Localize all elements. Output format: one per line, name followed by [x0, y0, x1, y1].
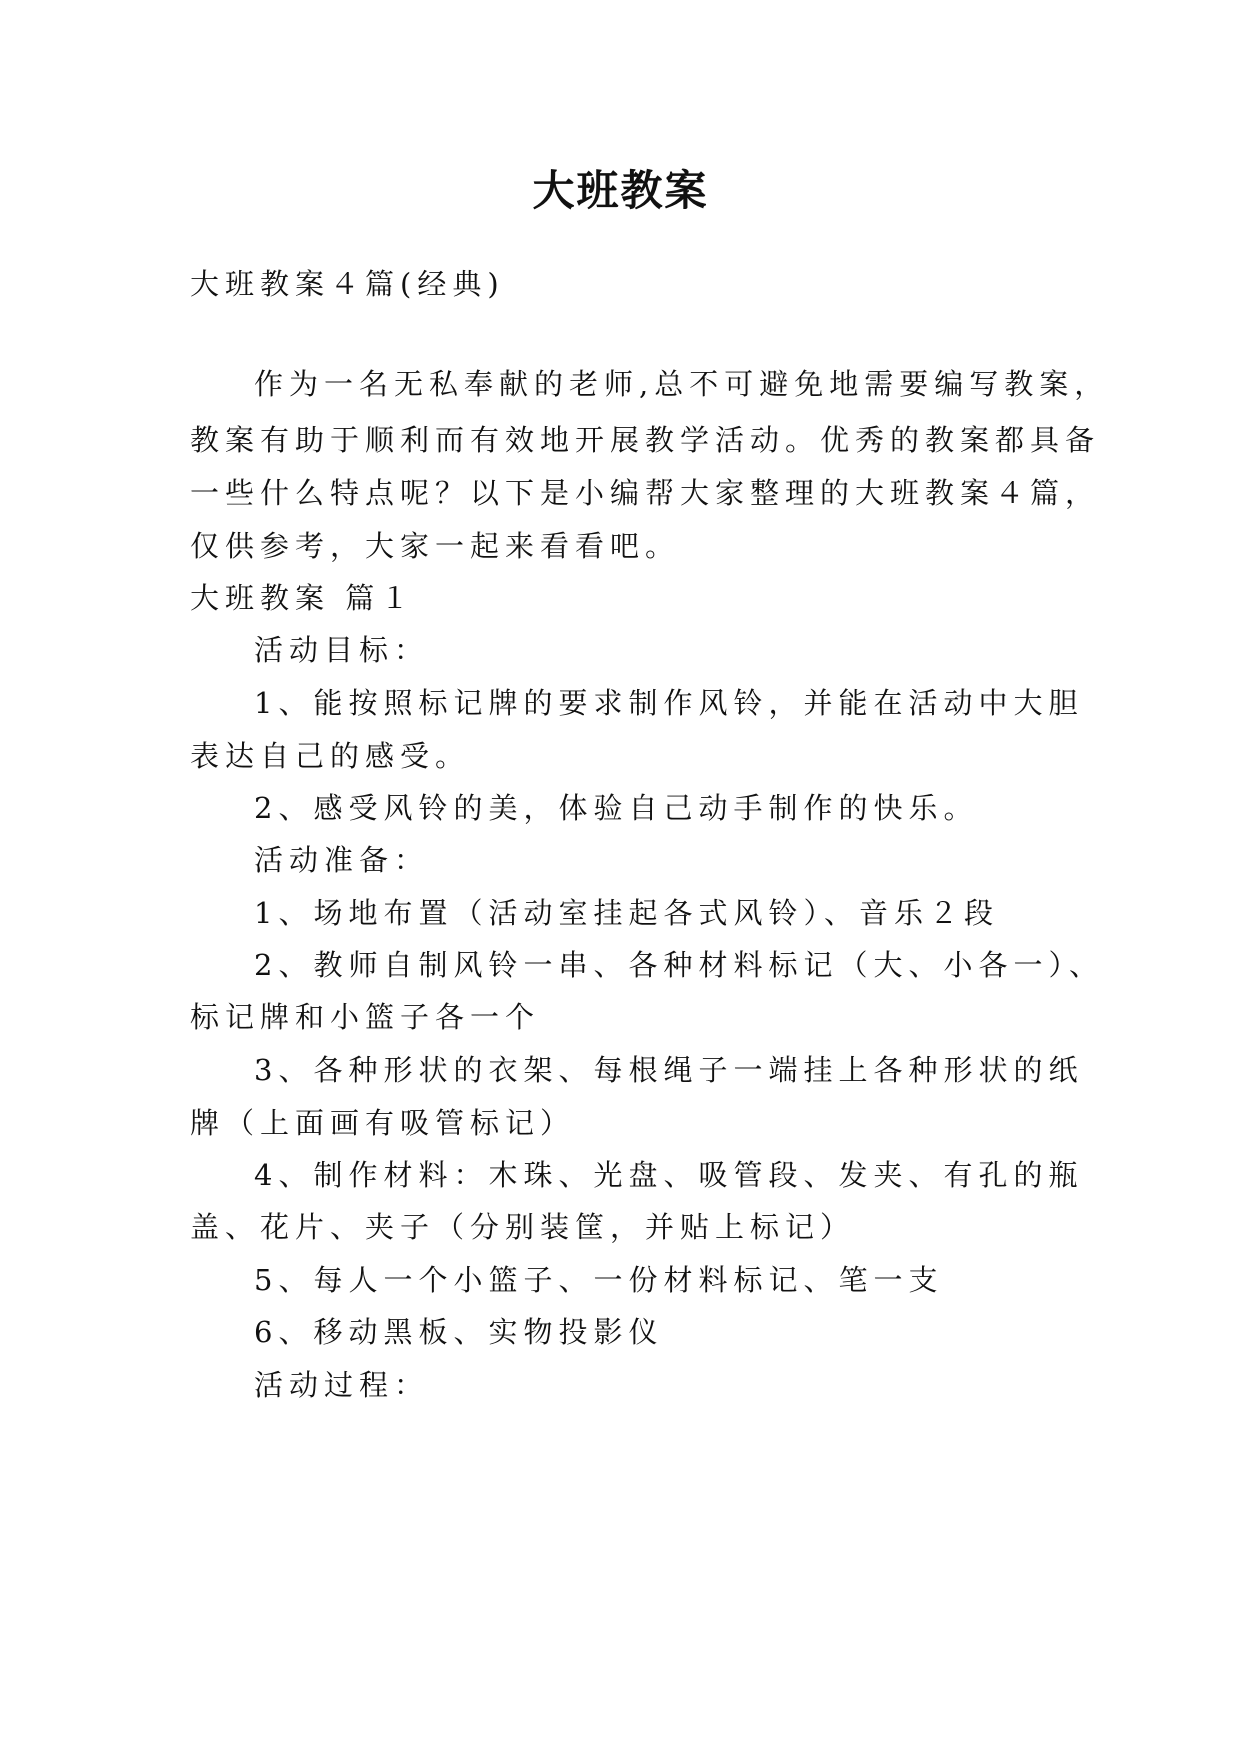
document-title: 大班教案 — [532, 166, 709, 215]
prep-line-2: 2、教师自制风铃一串、各种材料标记（大、小各一）、 — [254, 948, 1104, 982]
intro-line-4: 仅供参考，大家一起来看看吧。 — [190, 529, 681, 563]
process-heading: 活动过程： — [254, 1368, 430, 1402]
prep-line-4: 3、各种形状的衣架、每根绳子一端挂上各种形状的纸 — [254, 1053, 1084, 1087]
prep-line-8: 5、每人一个小篮子、一份材料标记、笔一支 — [254, 1263, 944, 1297]
document-subtitle: 大班教案４篇(经典) — [190, 267, 505, 301]
intro-line-2: 教案有助于顺利而有效地开展教学活动。优秀的教案都具备 — [190, 423, 1101, 457]
goals-heading: 活动目标： — [254, 633, 430, 667]
prep-line-7: 盖、花片、夹子（分别装筐，并贴上标记） — [190, 1210, 856, 1244]
prep-line-6: 4、制作材料：木珠、光盘、吸管段、发夹、有孔的瓶 — [254, 1158, 1084, 1192]
section-heading: 大班教案 篇１ — [190, 581, 416, 615]
prep-line-1: 1、场地布置（活动室挂起各式风铃）、音乐２段 — [254, 896, 999, 930]
intro-line-3: 一些什么特点呢？以下是小编帮大家整理的大班教案４篇， — [190, 476, 1101, 510]
intro-line-1: 作为一名无私奉献的老师,总不可避免地需要编写教案， — [254, 367, 1110, 401]
prep-heading: 活动准备： — [254, 843, 430, 877]
prep-line-3: 标记牌和小篮子各一个 — [190, 1000, 541, 1034]
prep-line-5: 牌（上面画有吸管标记） — [190, 1106, 576, 1140]
prep-line-9: 6、移动黑板、实物投影仪 — [254, 1315, 664, 1349]
goal-line-1: 1、能按照标记牌的要求制作风铃，并能在活动中大胆 — [254, 686, 1084, 720]
goal-line-2: 表达自己的感受。 — [190, 739, 471, 773]
goal-line-3: 2、感受风铃的美，体验自己动手制作的快乐。 — [254, 791, 979, 825]
